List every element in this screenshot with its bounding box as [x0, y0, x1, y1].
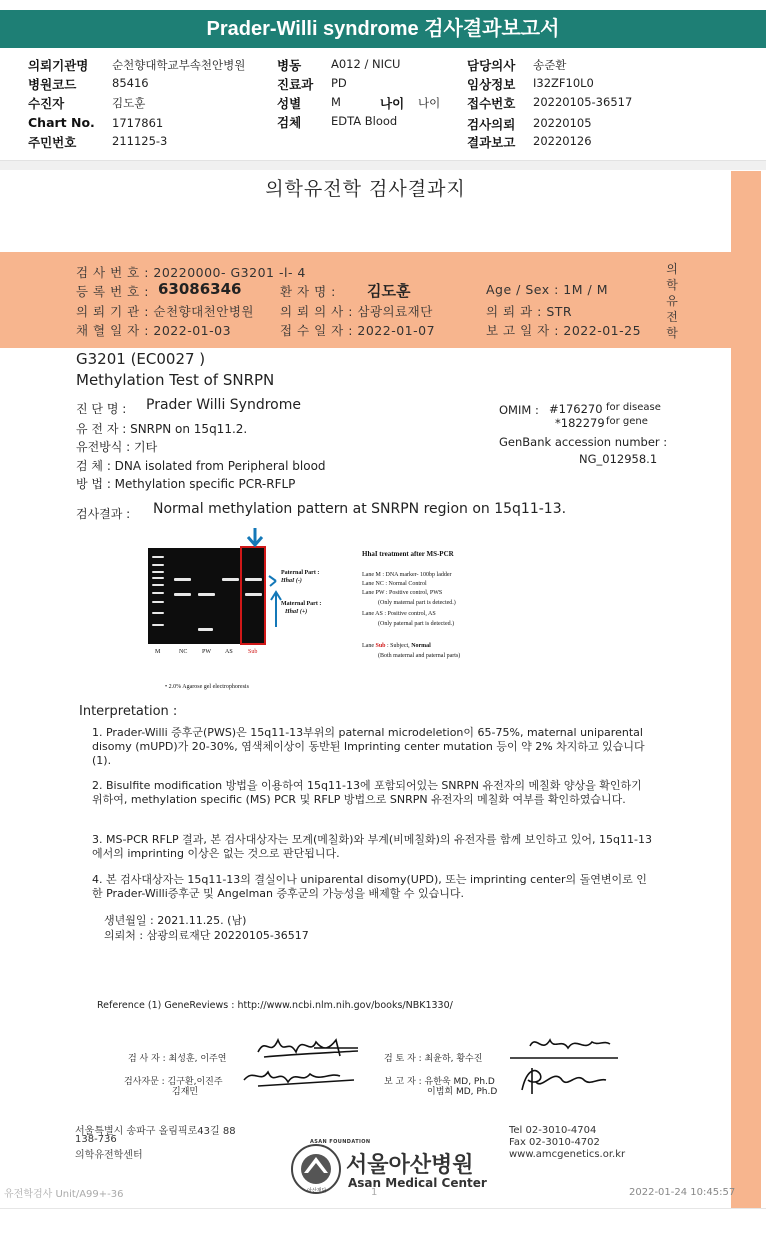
lane-label: AS [225, 649, 233, 655]
test-code: G3201 (EC0027 ) [76, 350, 206, 368]
label-institution: 의뢰기관명 [28, 58, 89, 73]
value-department: PD [331, 76, 347, 90]
legend-text: : Subject, [385, 643, 412, 649]
patient-name: 김도훈 [367, 282, 411, 300]
label-age: 나이 [380, 96, 405, 111]
legend-normal: Normal [411, 643, 431, 649]
value-report-date: 20220126 [533, 134, 592, 148]
address-line-3: 의학유전학센터 [75, 1150, 143, 1161]
value-accession: 20220105-36517 [533, 95, 633, 109]
value-request-date: 20220105 [533, 116, 592, 130]
gene-line: 유 전 자 : SNRPN on 15q11.2. [76, 422, 248, 436]
test-number: 검 사 번 호 : 20220000- G3201 -l- 4 [76, 265, 306, 280]
down-arrow-icon [245, 527, 265, 547]
maternal-enzyme: HhaI (+) [285, 609, 308, 615]
label-hospital-code: 병원코드 [28, 77, 77, 92]
interpretation-para-3: 3. MS-PCR RFLP 결과, 본 검사대상자는 모계(메칠화)와 부계(비메칠화)의 유전자를 함께 보인하고 있어, 15q11-13에서의 imprinting 이상은 없는 것으로 판단됩니다. [92, 833, 652, 860]
gel-band [198, 628, 213, 631]
value-ward: A012 / NICU [331, 57, 401, 71]
value-specimen: EDTA Blood [331, 114, 398, 128]
value-sex: M [331, 95, 341, 109]
hospital-name-ko: 서울아산병원 [346, 1153, 474, 1178]
value-chart-no: 1717861 [112, 116, 164, 130]
paternal-enzyme: HhaI (-) [281, 578, 302, 584]
omim-label: OMIM : [499, 403, 539, 417]
genbank-accession: NG_012958.1 [579, 452, 658, 466]
label-accession: 접수번호 [467, 96, 516, 111]
requesting-dept: 의 뢰 과 : STR [486, 304, 573, 319]
maternal-label: Maternal Part : [281, 601, 322, 607]
logo-foundation-text: ASAN FOUNDATION [310, 1139, 371, 1145]
advisor-names: 검사자문 : 김구환,이진주 [124, 1077, 223, 1087]
advisor-signature [240, 1062, 360, 1092]
phone: Tel 02-3010-4704 [509, 1125, 597, 1136]
label-patient: 수진자 [28, 96, 65, 111]
date-of-birth: 생년월일 : 2021.11.25. (남) [104, 914, 247, 927]
logo-seal-text: 아산재단 [307, 1188, 327, 1194]
vertical-char: 학 [666, 326, 678, 340]
lane-label: NC [179, 649, 188, 655]
specimen-line: 검 체 : DNA isolated from Peripheral blood [76, 459, 326, 473]
legend-line: Lane PW : Positive control, PWS [362, 590, 443, 596]
legend-text: Lane [362, 643, 376, 649]
label-clinical-info: 임상정보 [467, 77, 516, 92]
omim-disease-note: for disease [606, 402, 661, 413]
label-resident-no: 주민번호 [28, 135, 77, 150]
legend-line: (Both maternal and paternal parts) [378, 653, 461, 659]
lane-label-subject: Sub [248, 649, 258, 655]
gel-band [152, 601, 164, 603]
vertical-char: 학 [666, 278, 678, 292]
legend-line: Lane AS : Positive control, AS [362, 611, 436, 617]
label-ward: 병동 [277, 58, 302, 73]
reporter-signature [514, 1060, 609, 1096]
result-label: 검사결과 : [76, 507, 131, 521]
legend-line: Lane NC : Normal Control [362, 581, 427, 587]
label-report-date: 결과보고 [467, 135, 516, 150]
value-hospital-code: 85416 [112, 76, 149, 90]
method-line: 방 법 : Methylation specific PCR-RFLP [76, 477, 296, 491]
gel-footnote: • 2.0% Agarose gel electrophoresis [165, 684, 249, 690]
reviewer-signature [506, 1030, 621, 1062]
gel-band [152, 571, 164, 573]
label-specimen: 검체 [277, 115, 302, 130]
fax: Fax 02-3010-4702 [509, 1137, 600, 1148]
age-sex: Age / Sex : 1M / M [486, 282, 608, 297]
tester-signature [254, 1030, 364, 1062]
reviewer-names: 검 토 자 : 최윤하, 황수진 [384, 1054, 483, 1064]
reg-number: 63086346 [158, 280, 242, 298]
page-number: 1 [371, 1187, 378, 1198]
interpretation-para-1: 1. Prader-Willi 증후군(PWS)은 15q11-13부위의 paternal microdeletion이 65-75%, maternal uniparental disomy (mUPD)가 20-30%, 염색체이상이 동반된 Imprinting center mutation 등이 약 2% 차지하고 있습니다 (1). [92, 726, 645, 767]
legend-line: (Only paternal part is detected.) [378, 621, 455, 627]
genbank-label: GenBank accession number : [499, 435, 668, 449]
gel-band [174, 578, 191, 581]
tester-names: 검 사 자 : 최성훈, 이주연 [128, 1054, 227, 1064]
label-sex: 성별 [277, 96, 302, 111]
diagnosis-label: 진 단 명 : [76, 402, 127, 416]
legend-sub: Sub [375, 643, 386, 649]
report-date: 보 고 일 자 : 2022-01-25 [486, 323, 642, 338]
omim-disease: #176270 [549, 402, 603, 416]
paternal-label: Paternal Part : [281, 570, 320, 576]
requesting-institution: 의 뢰 기 관 : 순천향대천안병원 [76, 304, 254, 319]
gel-band [152, 584, 164, 586]
reg-label: 등 록 번 호 : [76, 284, 149, 299]
label-physician: 담당의사 [467, 58, 516, 73]
hospital-name-en: Asan Medical Center [348, 1176, 487, 1190]
value-institution: 순천향대학교부속천안병원 [112, 58, 246, 72]
vertical-char: 유 [666, 294, 678, 308]
gel-band [152, 564, 164, 566]
collection-date: 채 혈 일 자 : 2022-01-03 [76, 323, 232, 338]
reporter-names: 보 고 자 : 유한욱 MD, Ph.D [384, 1077, 495, 1087]
vertical-label [665, 261, 679, 341]
gel-band [198, 593, 215, 596]
lane-label: M [155, 649, 161, 655]
diagnosis: Prader Willi Syndrome [146, 397, 301, 413]
omim-gene: *182279 [555, 416, 605, 430]
label-request-date: 검사의뢰 [467, 117, 516, 132]
gel-band [152, 556, 164, 558]
reference-line: Reference (1) GeneReviews : http://www.ncbi.nlm.nih.gov/books/NBK1330/ [97, 1000, 453, 1011]
requesting-doctor: 의 뢰 의 사 : 삼광의료재단 [280, 304, 433, 319]
value-physician: 송준환 [533, 58, 567, 72]
gel-band [152, 592, 164, 594]
omim-gene-note: for gene [606, 416, 648, 427]
gel-band [174, 593, 191, 596]
website: www.amcgenetics.or.kr [509, 1149, 626, 1160]
legend-line-subject [362, 643, 431, 649]
result-text: Normal methylation pattern at SNRPN region on 15q11-13. [153, 501, 567, 517]
legend-line: Lane M : DNA marker- 100bp ladder [362, 572, 452, 578]
interpretation-para-2: 2. Bisulfite modification 방법을 이용하여 15q11-13에 포함되어있는 SNRPN 유전자의 메칠화 양상을 확인하기 위하여, methylation specific (MS) PCR 및 RFLP 방법으로 SNRPN 유전자의 메칠화 여부를 확인하였습니다. [92, 779, 642, 806]
receipt-date: 접 수 일 자 : 2022-01-07 [280, 323, 436, 338]
legend-line: (Only maternal part is detected.) [378, 600, 456, 606]
advisor-names-2: 김재민 [172, 1087, 199, 1097]
referring-lab: 의뢰처 : 삼광의료재단 20220105-36517 [104, 929, 309, 942]
gel-band [152, 624, 164, 626]
report-title-bar: Prader-Willi syndrome 검사결과보고서 [0, 10, 766, 48]
bracket-arrow-icon [266, 570, 282, 630]
value-resident-no: 211125-3 [112, 134, 168, 148]
value-patient: 김도훈 [112, 96, 146, 110]
header-divider [0, 160, 766, 170]
interpretation-title: Interpretation : [79, 704, 178, 719]
vertical-char: 의 [666, 262, 678, 276]
inheritance-line: 유전방식 : 기타 [76, 440, 158, 454]
lane-label: PW [202, 649, 211, 655]
right-accent-stripe [731, 171, 761, 1209]
gel-band [152, 577, 164, 579]
address-line-2: 138-736 [75, 1134, 117, 1145]
patient-label: 환 자 명 : [280, 284, 336, 299]
report-subtitle: 의학유전학 검사결과지 [265, 178, 466, 200]
gel-band [152, 612, 164, 614]
gel-band [222, 578, 239, 581]
vertical-char: 전 [666, 310, 678, 324]
test-name: Methylation Test of SNRPN [76, 371, 275, 389]
subject-lane-highlight [240, 546, 266, 645]
value-age: 나이 [418, 96, 441, 110]
address-line-1: 서울특별시 송파구 올림픽로43길 88 [75, 1126, 236, 1137]
unit-code: 유전학검사 Unit/A99+-36 [4, 1189, 124, 1200]
label-chart-no: Chart No. [28, 115, 95, 130]
reporter-names-2: 이범희 MD, Ph.D [427, 1087, 498, 1097]
print-timestamp: 2022-01-24 10:45:57 [629, 1187, 736, 1198]
label-department: 진료과 [277, 77, 314, 92]
page-bottom-line [0, 1208, 766, 1209]
legend-title: HhaI treatment after MS-PCR [362, 550, 454, 558]
value-clinical-info: I32ZF10L0 [533, 76, 594, 90]
interpretation-para-4: 4. 본 검사대상자는 15q11-13의 결실이나 uniparental disomy(UPD), 또는 imprinting center의 돌연변이로 인한 Prader-Willi증후군 및 Angelman 증후군의 가능성을 배제할 수 있습니다. [92, 873, 647, 900]
